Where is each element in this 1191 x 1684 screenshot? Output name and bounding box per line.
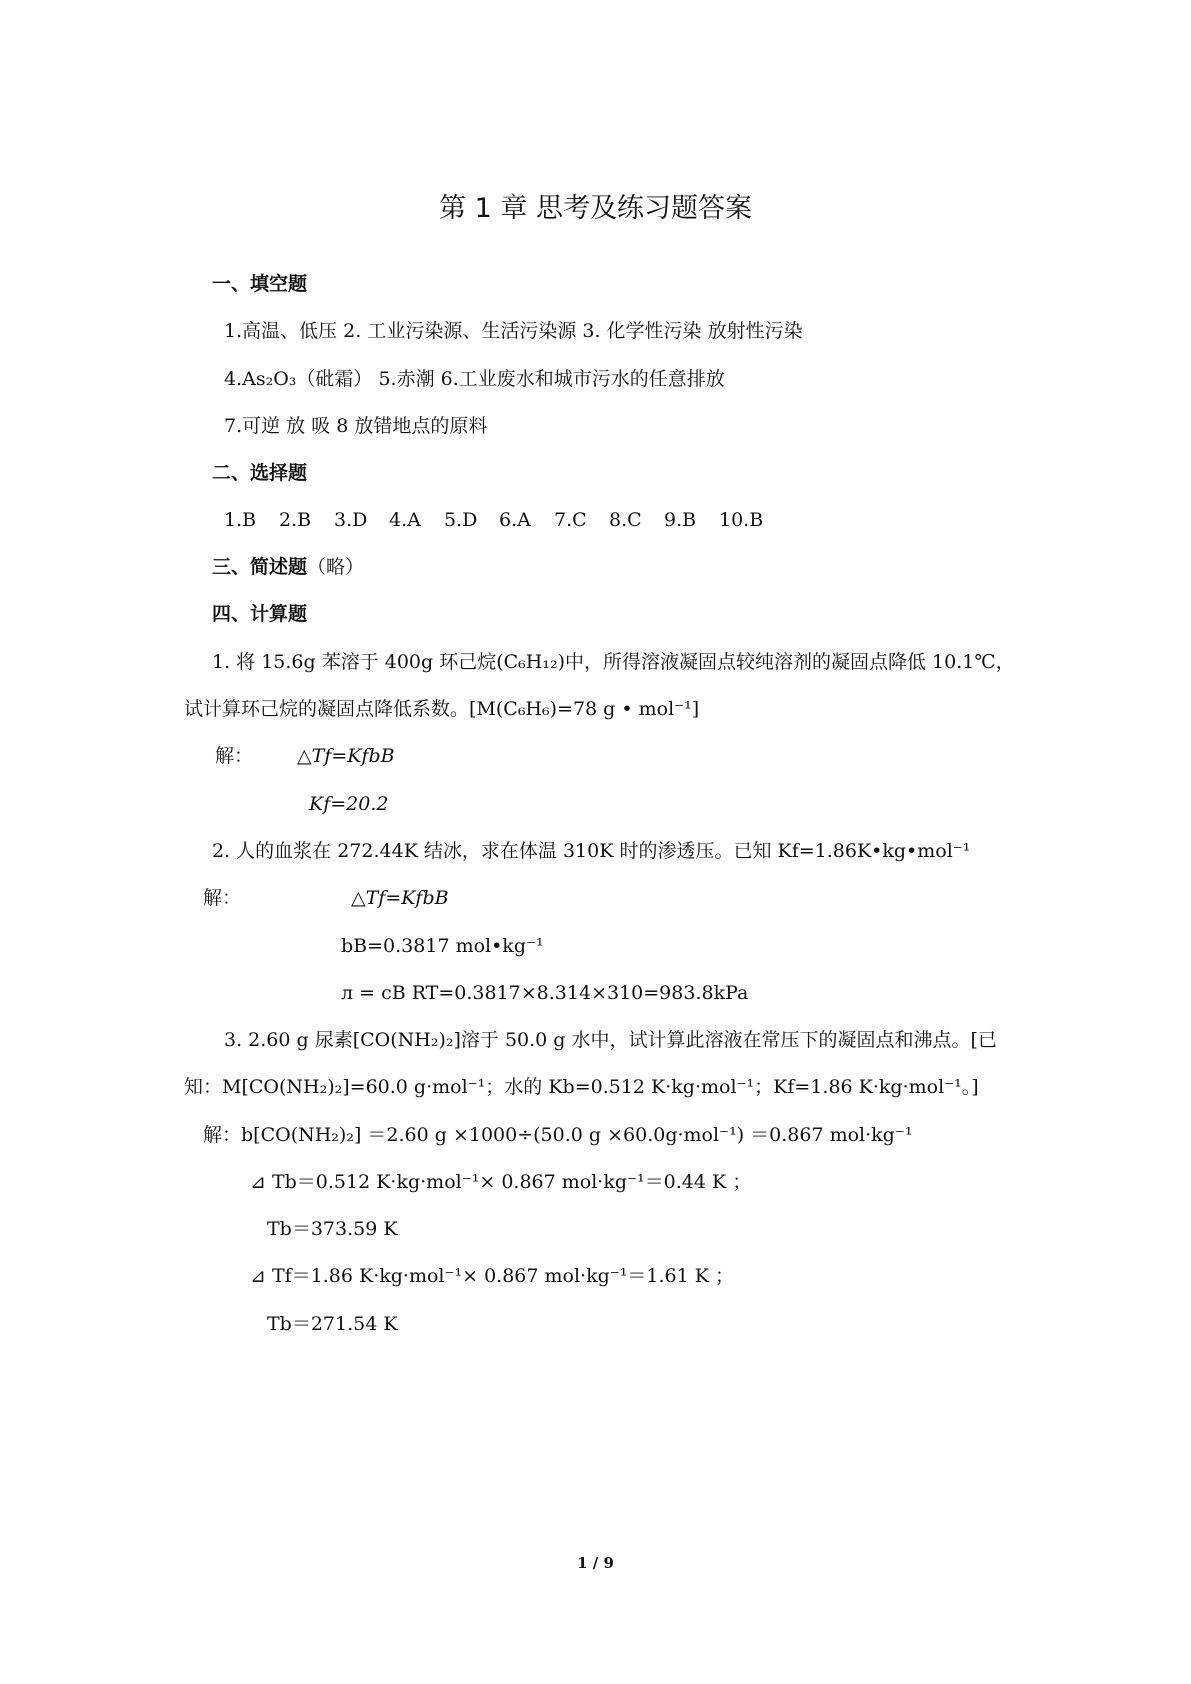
question-3-text-line-2: 知：M[CO(NH₂)₂]=60.0 g·mol⁻¹；水的 Kb=0.512 K·kg·mol⁻¹；Kf=1.86 K·kg·mol⁻¹。] xyxy=(184,1076,979,1098)
fill-blank-answers-row-2: 4.As₂O₃（砒霜） 5.赤潮 6.工业废水和城市污水的任意排放 xyxy=(224,368,725,390)
choice-answer: 3.D xyxy=(334,509,368,531)
choice-answer: 2.B xyxy=(279,509,312,531)
page-title: 第 1 章 思考及练习题答案 xyxy=(439,193,752,224)
section-note: （略） xyxy=(307,556,365,578)
choice-answer: 4.A xyxy=(389,509,421,531)
choice-answer: 8.C xyxy=(609,509,642,531)
question-2-equation-3: л = cB RT=0.3817×8.314×310=983.8kPa xyxy=(341,982,749,1004)
question-1-text-line-2: 试计算环己烷的凝固点降低系数。[M(C₆H₆)=78 g • mol⁻¹] xyxy=(184,698,700,720)
question-3-text-line-1: 3. 2.60 g 尿素[CO(NH₂)₂]溶于 50.0 g 水中，试计算此溶液在常压下的凝固点和沸点。[已 xyxy=(224,1029,997,1051)
question-1-text-line-1: 1. 将 15.6g 苯溶于 400g 环己烷(C₆H₁₂)中，所得溶液凝固点较纯溶剂的凝固点降低 10.1℃， xyxy=(212,651,1015,673)
section-heading-multiple-choice: 二、选择题 xyxy=(212,462,308,484)
page-number: 1 / 9 xyxy=(577,1554,614,1572)
section-heading-calculation: 四、计算题 xyxy=(212,603,308,625)
question-2-text: 2. 人的血浆在 272.44K 结冰，求在体温 310K 时的渗透压。已知 Kf=1.86K•kg•mol⁻¹ xyxy=(212,840,971,862)
choice-answers xyxy=(224,508,779,532)
choice-answer: 6.A xyxy=(499,509,531,531)
fill-blank-answers-row-3: 7.可逆 放 吸 8 放错地点的原料 xyxy=(224,415,488,437)
question-2-equation-1: △Tf=KfbB xyxy=(351,887,449,909)
section-heading-fill-blank: 一、填空题 xyxy=(212,273,308,295)
question-3-equation-2: ⊿ Tb＝0.512 K·kg·mol⁻¹× 0.867 mol·kg⁻¹＝0.44 K ； xyxy=(250,1171,752,1193)
question-3-equation-4: ⊿ Tf＝1.86 K·kg·mol⁻¹× 0.867 mol·kg⁻¹＝1.61 K ； xyxy=(250,1265,734,1287)
question-2-equation-2: bB=0.3817 mol•kg⁻¹ xyxy=(341,935,544,957)
question-3-equation-3: Tb＝373.59 K xyxy=(267,1218,398,1240)
question-1-equation-2: Kf=20.2 xyxy=(309,793,389,815)
section-heading-short-answer xyxy=(212,555,364,579)
section-heading-short-answer-title: 三、简述题 xyxy=(212,556,308,578)
question-1-solution-label: 解： xyxy=(215,745,254,767)
choice-answer: 5.D xyxy=(444,509,478,531)
fill-blank-answers-row-1: 1.高温、低压 2. 工业污染源、生活污染源 3. 化学性污染 放射性污染 xyxy=(224,320,803,342)
choice-answer: 9.B xyxy=(664,509,697,531)
question-3-equation-1: 解：b[CO(NH₂)₂] ＝2.60 g ×1000÷(50.0 g ×60.0g·mol⁻¹) ＝0.867 mol·kg⁻¹ xyxy=(203,1124,913,1146)
question-3-equation-5: Tb＝271.54 K xyxy=(267,1313,398,1335)
choice-answer: 10.B xyxy=(719,509,764,531)
question-2-solution-label: 解： xyxy=(203,887,242,909)
choice-answer: 7.C xyxy=(554,509,587,531)
question-1-equation-1: △Tf=KfbB xyxy=(297,745,395,767)
choice-answer: 1.B xyxy=(224,509,257,531)
